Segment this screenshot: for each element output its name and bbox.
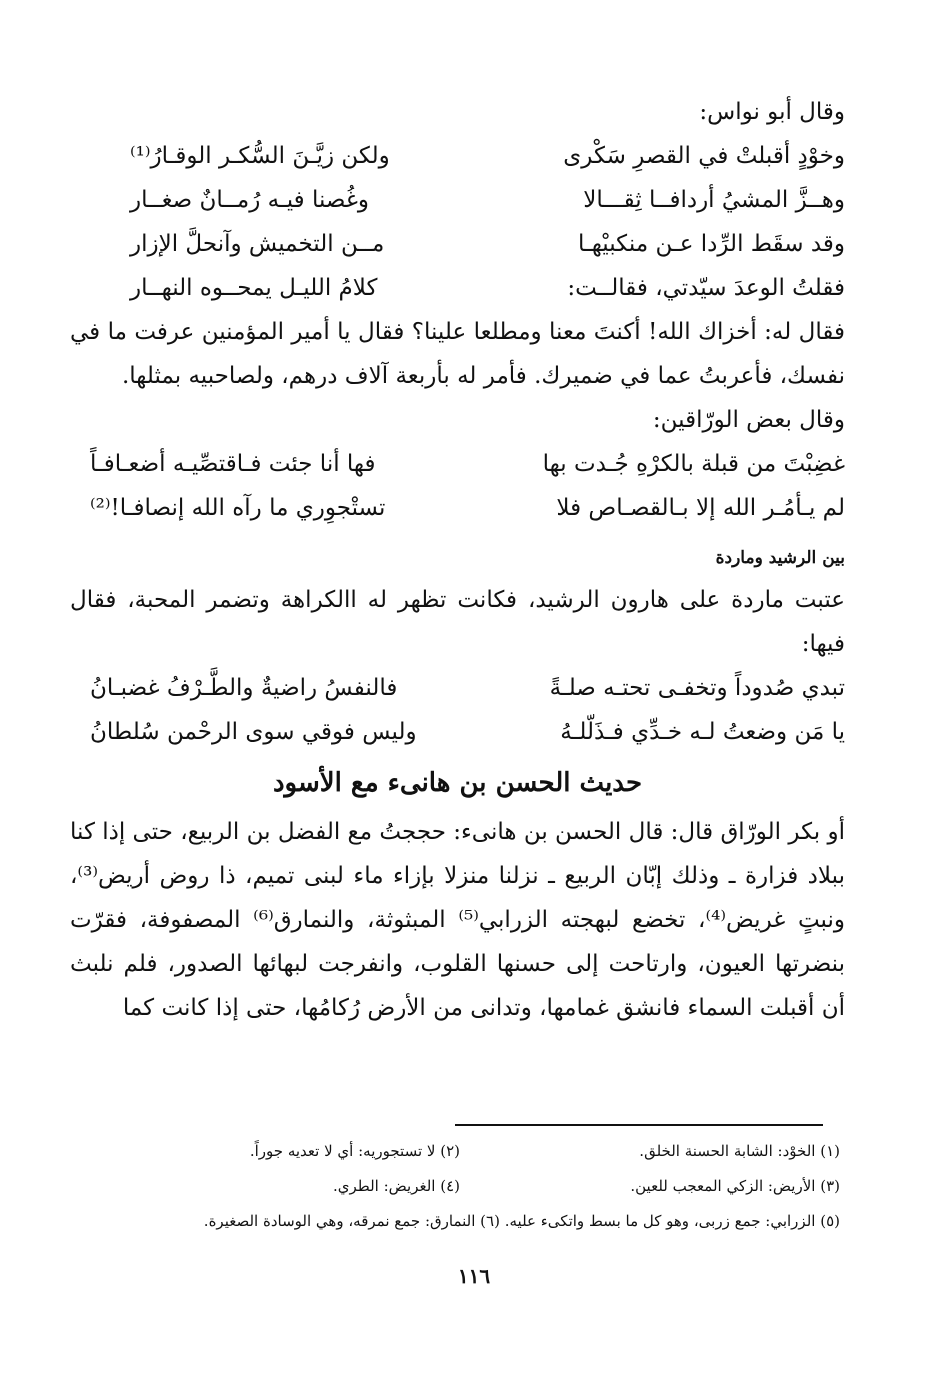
hemistich-1: لم يـأمُـر الله إلا بـالقصـاص فلا [556,495,845,521]
verse [70,710,845,754]
intro-warraqin: وقال بعض الورّاقين: [652,407,845,433]
footnote-4: (٤) الغريض: الطري. [333,1177,460,1195]
page-number: ١١٦ [457,1264,491,1288]
verse [70,178,845,222]
hemistich-1: وخوْدٍ أقبلتْ في القصرِ سَكْرى [563,143,845,169]
hemistich-1: يا مَن وضعتُ لـه خـدِّي فـذَلّلـهُ [560,719,845,745]
chapter-heading: حديث الحسن بن هانىء مع الأسود [272,768,643,798]
footnote-1: (١) الخوْد: الشابة الحسنة الخلق. [639,1142,840,1160]
verse [70,486,845,530]
paragraph-3: أو بكر الورّاق قال: قال الحسن بن هانىء: حججتُ مع الفضل بن الربيع، حتى إذا كنا ببلاد فزارة ـ وذلك إبّان الربيع ـ نزلنا منزلا بإزاء ماء لبنى تميم، ذا روض أريض⁽³⁾، ونبتٍ غريض⁽⁴⁾، تخضع لبهجته الزرابي⁽⁵⁾ المبثوثة، والنمارق⁽⁶⁾ المصفوفة، فقرّت بنضرتها العيون، وارتاحت إلى حسنها القلوب، وانفرجت لبهائها الصدور، فلم نلبث أن أقبلت السماء فانشق غمامها، وتدانى من الأرض رُكامُها، حتى إذا كانت كما [70,819,845,1021]
verse [70,134,845,178]
section-title: بين الرشيد وماردة [715,548,845,568]
footnote-5-6: (٥) الزرابي: جمع زربى، وهو كل ما بسط واتكىء عليه. (٦) النمارق: جمع نمرقه، وهي الوسادة الصغيرة. [203,1212,840,1230]
paragraph-1: فقال له: أخزاك الله! أكنتَ معنا ومطلعا علينا؟ فقال يا أمير المؤمنين عرفت ما في نفسك، فأعربتُ عما في ضميرك. فأمر له بأربعة آلاف درهم، ولصاحبيه بمثلها. [70,319,845,389]
hemistich-1: فقلتُ الوعدَ سيّدتي، فقالــت: [567,275,845,301]
intro-abu-nuwas: وقال أبو نواس: [699,99,845,125]
hemistich-2: مــن التخميش وآنحلَّ الإزار [130,231,385,257]
footnote-3: (٣) الأريض: الزكي المعجب للعين. [630,1177,840,1195]
footnote-row [80,1169,840,1204]
hemistich-1: غضِبْتَ من قبلة بالكرْهِ جُـدت بها [542,451,845,477]
hemistich-2: فالنفسُ راضيةٌ والطَّـرْفُ غضبـانُ [90,675,398,701]
hemistich-1: وهــزَّ المشيُ أردافــا ثِقـــالا [583,187,845,213]
footnote-divider [455,1124,823,1126]
footnotes [80,1134,840,1239]
verse [70,442,845,486]
hemistich-1: تبدي صُدوداً وتخفـى تحتـه صلـةً [549,675,845,701]
hemistich-2: ولكن زيَّـنَ السُّكـر الوقـارُ⁽¹⁾ [130,143,390,169]
hemistich-1: وقد سقَط الرِّدا عـن منكبيْهـا [577,231,845,257]
verse [70,266,845,310]
page-body [70,90,845,1030]
hemistich-2: تستْجوِري ما رآه الله إنصافـا!⁽²⁾ [90,495,386,521]
verse [70,666,845,710]
hemistich-2: وليس فوقي سوى الرحْمن سُلطانُ [90,719,417,745]
footnote-row [80,1134,840,1169]
paragraph-2: عتبت ماردة على هارون الرشيد، فكانت تظهر له االكراهة وتضمر المحبة، فقال فيها: [70,587,845,657]
poem-1 [70,134,845,310]
hemistich-2: وغُصنا فيـه رُمــانٌ صغــار [130,187,369,213]
hemistich-2: فها أنا جئت فـاقتصِّيـه أضعـافـاً [90,451,376,477]
poem-3 [70,666,845,754]
footnote-2: (٢) لا تستجوريه: أي لا تعديه جوراً. [249,1142,460,1160]
hemistich-2: كلامُ الليـل يمحــوه النهــار [130,275,378,301]
verse [70,222,845,266]
poem-2 [70,442,845,530]
